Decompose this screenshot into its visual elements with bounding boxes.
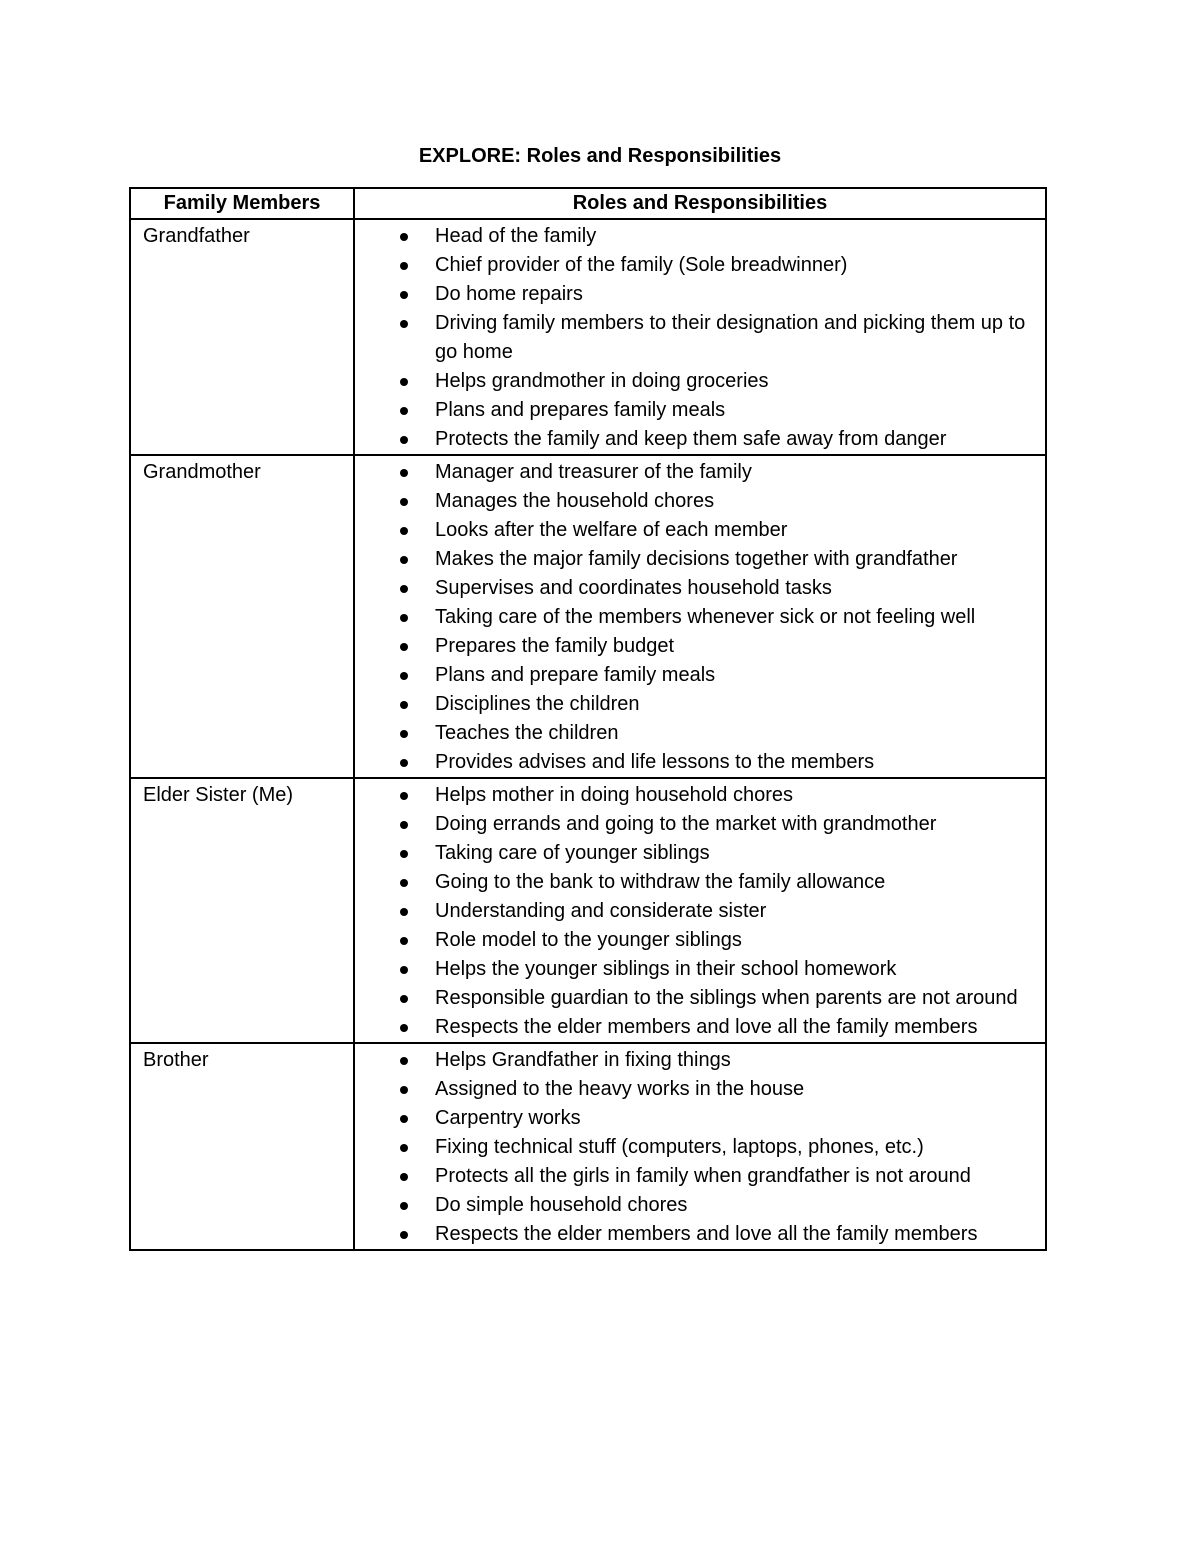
table-body	[130, 219, 1046, 1250]
role-text: Provides advises and life lessons to the members	[435, 751, 875, 773]
role-text: Makes the major family decisions together with grandfather	[435, 548, 958, 570]
bullet-icon	[400, 850, 408, 858]
roles-list	[355, 779, 1045, 1042]
bullet-icon	[400, 730, 408, 738]
roles-list	[355, 1044, 1045, 1249]
role-text: Driving family members to their designation and picking them up to go home	[435, 312, 1026, 363]
bullet-icon	[400, 792, 408, 800]
role-text: Head of the family	[435, 225, 597, 247]
bullet-icon	[400, 378, 408, 386]
list-item	[355, 1013, 1027, 1042]
list-item	[355, 425, 1027, 454]
roles-list	[355, 220, 1045, 454]
list-item	[355, 748, 1027, 777]
bullet-icon	[400, 262, 408, 270]
family-member-cell	[130, 455, 354, 778]
roles-cell	[354, 778, 1046, 1043]
role-text: Helps the younger siblings in their school homework	[435, 958, 897, 980]
family-member-name: Brother	[143, 1049, 209, 1071]
roles-cell	[354, 1043, 1046, 1250]
role-text: Manager and treasurer of the family	[435, 461, 752, 483]
role-text: Prepares the family budget	[435, 635, 675, 657]
bullet-icon	[400, 995, 408, 1003]
list-item	[355, 1075, 1027, 1104]
list-item	[355, 690, 1027, 719]
bullet-icon	[400, 614, 408, 622]
bullet-icon	[400, 1057, 408, 1065]
role-text: Do home repairs	[435, 283, 583, 305]
bullet-icon	[400, 1202, 408, 1210]
family-member-name: Grandfather	[143, 225, 250, 247]
bullet-icon	[400, 320, 408, 328]
role-text: Do simple household chores	[435, 1194, 688, 1216]
list-item	[355, 309, 1027, 367]
role-text: Helps mother in doing household chores	[435, 784, 793, 806]
bullet-icon	[400, 469, 408, 477]
role-text: Helps grandmother in doing groceries	[435, 370, 769, 392]
column-header-family-members: Family Members	[130, 188, 354, 219]
list-item	[355, 1191, 1027, 1220]
bullet-icon	[400, 407, 408, 415]
list-item	[355, 984, 1027, 1013]
list-item	[355, 545, 1027, 574]
role-text: Plans and prepares family meals	[435, 399, 726, 421]
table-row	[130, 455, 1046, 778]
bullet-icon	[400, 937, 408, 945]
list-item	[355, 367, 1027, 396]
bullet-icon	[400, 908, 408, 916]
role-text: Manages the household chores	[435, 490, 715, 512]
list-item	[355, 222, 1027, 251]
list-item	[355, 574, 1027, 603]
bullet-icon	[400, 436, 408, 444]
list-item	[355, 1133, 1027, 1162]
role-text: Protects the family and keep them safe away from danger	[435, 428, 947, 450]
list-item	[355, 955, 1027, 984]
table-row	[130, 219, 1046, 455]
role-text: Going to the bank to withdraw the family allowance	[435, 871, 886, 893]
role-text: Plans and prepare family meals	[435, 664, 716, 686]
bullet-icon	[400, 821, 408, 829]
list-item	[355, 719, 1027, 748]
role-text: Respects the elder members and love all the family members	[435, 1016, 978, 1038]
list-item	[355, 603, 1027, 632]
bullet-icon	[400, 643, 408, 651]
role-text: Taking care of the members whenever sick or not feeling well	[435, 606, 976, 628]
family-member-cell	[130, 778, 354, 1043]
role-text: Teaches the children	[435, 722, 619, 744]
family-member-cell	[130, 219, 354, 455]
list-item	[355, 897, 1027, 926]
bullet-icon	[400, 233, 408, 241]
role-text: Helps Grandfather in fixing things	[435, 1049, 731, 1071]
table-header-row	[130, 188, 1046, 219]
role-text: Understanding and considerate sister	[435, 900, 767, 922]
bullet-icon	[400, 966, 408, 974]
role-text: Assigned to the heavy works in the house	[435, 1078, 805, 1100]
roles-list	[355, 456, 1045, 777]
bullet-icon	[400, 1024, 408, 1032]
list-item	[355, 810, 1027, 839]
table-row	[130, 1043, 1046, 1250]
bullet-icon	[400, 1144, 408, 1152]
role-text: Role model to the younger siblings	[435, 929, 742, 951]
role-text: Responsible guardian to the siblings when parents are not around	[435, 987, 1018, 1009]
list-item	[355, 458, 1027, 487]
role-text: Looks after the welfare of each member	[435, 519, 788, 541]
list-item	[355, 781, 1027, 810]
role-text: Protects all the girls in family when grandfather is not around	[435, 1165, 971, 1187]
list-item	[355, 1104, 1027, 1133]
roles-cell	[354, 455, 1046, 778]
bullet-icon	[400, 1086, 408, 1094]
list-item	[355, 839, 1027, 868]
roles-table	[129, 187, 1047, 1251]
list-item	[355, 632, 1027, 661]
bullet-icon	[400, 291, 408, 299]
bullet-icon	[400, 701, 408, 709]
list-item	[355, 661, 1027, 690]
list-item	[355, 280, 1027, 309]
bullet-icon	[400, 1231, 408, 1239]
list-item	[355, 516, 1027, 545]
role-text: Supervises and coordinates household tasks	[435, 577, 832, 599]
bullet-icon	[400, 527, 408, 535]
bullet-icon	[400, 498, 408, 506]
list-item	[355, 251, 1027, 280]
bullet-icon	[400, 585, 408, 593]
bullet-icon	[400, 672, 408, 680]
bullet-icon	[400, 1173, 408, 1181]
column-header-roles: Roles and Responsibilities	[354, 188, 1046, 219]
role-text: Taking care of younger siblings	[435, 842, 710, 864]
bullet-icon	[400, 759, 408, 767]
role-text: Chief provider of the family (Sole breadwinner)	[435, 254, 848, 276]
bullet-icon	[400, 879, 408, 887]
role-text: Fixing technical stuff (computers, laptops, phones, etc.)	[435, 1136, 924, 1158]
list-item	[355, 396, 1027, 425]
list-item	[355, 487, 1027, 516]
list-item	[355, 1162, 1027, 1191]
family-member-name: Elder Sister (Me)	[143, 784, 294, 806]
list-item	[355, 926, 1027, 955]
roles-cell	[354, 219, 1046, 455]
role-text: Carpentry works	[435, 1107, 581, 1129]
page-title: EXPLORE: Roles and Responsibilities	[418, 145, 782, 167]
list-item	[355, 1220, 1027, 1249]
list-item	[355, 868, 1027, 897]
family-member-cell	[130, 1043, 354, 1250]
family-member-name: Grandmother	[143, 461, 261, 483]
role-text: Respects the elder members and love all the family members	[435, 1223, 978, 1245]
list-item	[355, 1046, 1027, 1075]
table-row	[130, 778, 1046, 1043]
bullet-icon	[400, 1115, 408, 1123]
role-text: Disciplines the children	[435, 693, 640, 715]
bullet-icon	[400, 556, 408, 564]
role-text: Doing errands and going to the market with grandmother	[435, 813, 937, 835]
